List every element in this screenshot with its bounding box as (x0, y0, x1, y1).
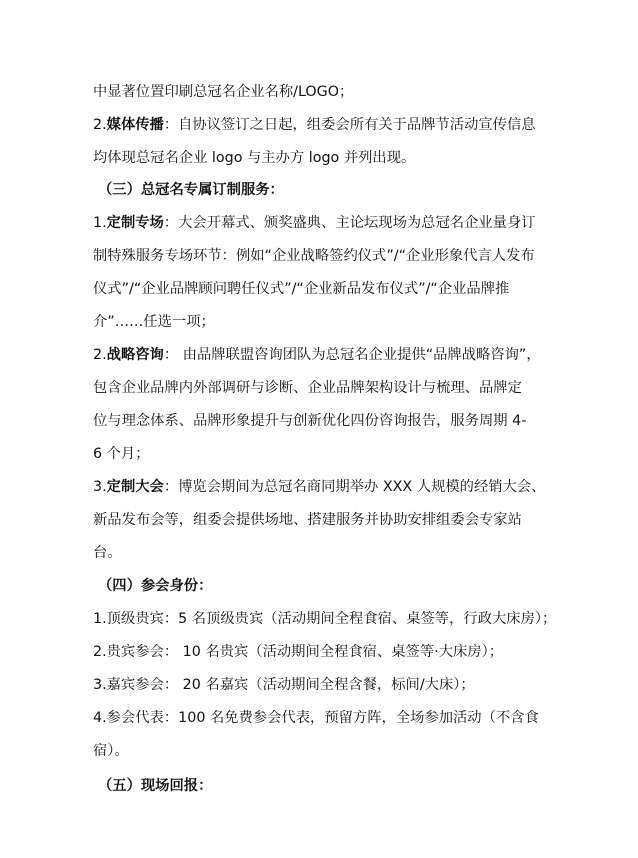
bold-term: 定制专场 (106, 215, 164, 231)
text-line: 制特殊服务专场环节：例如“企业战略签约仪式”/“企业形象代言人发布 (93, 248, 535, 264)
bold-term: 定制大会 (106, 479, 164, 495)
bold-term: 战略咨询 (106, 347, 164, 363)
text-line: 1.定制专场：大会开幕式、颁奖盛典、主论坛现场为总冠名企业量身订 (93, 215, 536, 231)
text-line: 包含企业品牌内外部调研与诊断、企业品牌架构设计与梳理、品牌定 (93, 380, 522, 396)
text-line: 3.嘉宾参会： 20 名嘉宾（活动期间全程含餐，标间/大床）； (93, 677, 475, 693)
text-line: 均体现总冠名企业 logo 与主办方 logo 并列出现。 (93, 150, 416, 166)
text-line: 3.定制大会：博览会期间为总冠名商同期举办 XXX 人规模的经销大会、 (93, 479, 546, 495)
text-line: 新品发布会等，组委会提供场地、搭建服务并协助安排组委会专家站 (93, 512, 522, 528)
text-line: 2.战略咨询： 由品牌联盟咨询团队为总冠名企业提供“品牌战略咨询”， (93, 347, 541, 363)
text-line: 宿）。 (93, 743, 129, 759)
text-line: 6 个月； (93, 446, 150, 462)
text-line: 2.媒体传播：自协议签订之日起，组委会所有关于品牌节活动宣传信息 (93, 117, 536, 133)
text-line: 台。 (93, 545, 122, 561)
text-line: 2.贵宾参会： 10 名贵宾（活动期间全程食宿、桌签等·大床房）； (93, 644, 504, 660)
text-line: 位与理念体系、品牌形象提升与创新优化四份咨询报告，服务周期 4- (93, 413, 527, 429)
section-heading: （四）参会身份： (98, 578, 213, 594)
text-line: 1.顶级贵宾：5 名顶级贵宾（活动期间全程食宿、桌签等，行政大床房）； (93, 611, 557, 627)
section-heading: （三）总冠名专属订制服务： (98, 182, 284, 198)
text-line: 仪式”/“企业品牌顾问聘任仪式”/“企业新品发布仪式”/“企业品牌推 (93, 281, 510, 297)
text-line: 介”……任选一项； (93, 314, 215, 330)
text-line: 4.参会代表：100 名免费参会代表，预留方阵，全场参加活动（不含食 (93, 710, 539, 726)
section-heading: （五）现场回报： (98, 778, 213, 794)
text-line: 中显著位置印刷总冠名企业名称/LOGO； (93, 84, 354, 100)
bold-term: 媒体传播 (106, 117, 164, 133)
